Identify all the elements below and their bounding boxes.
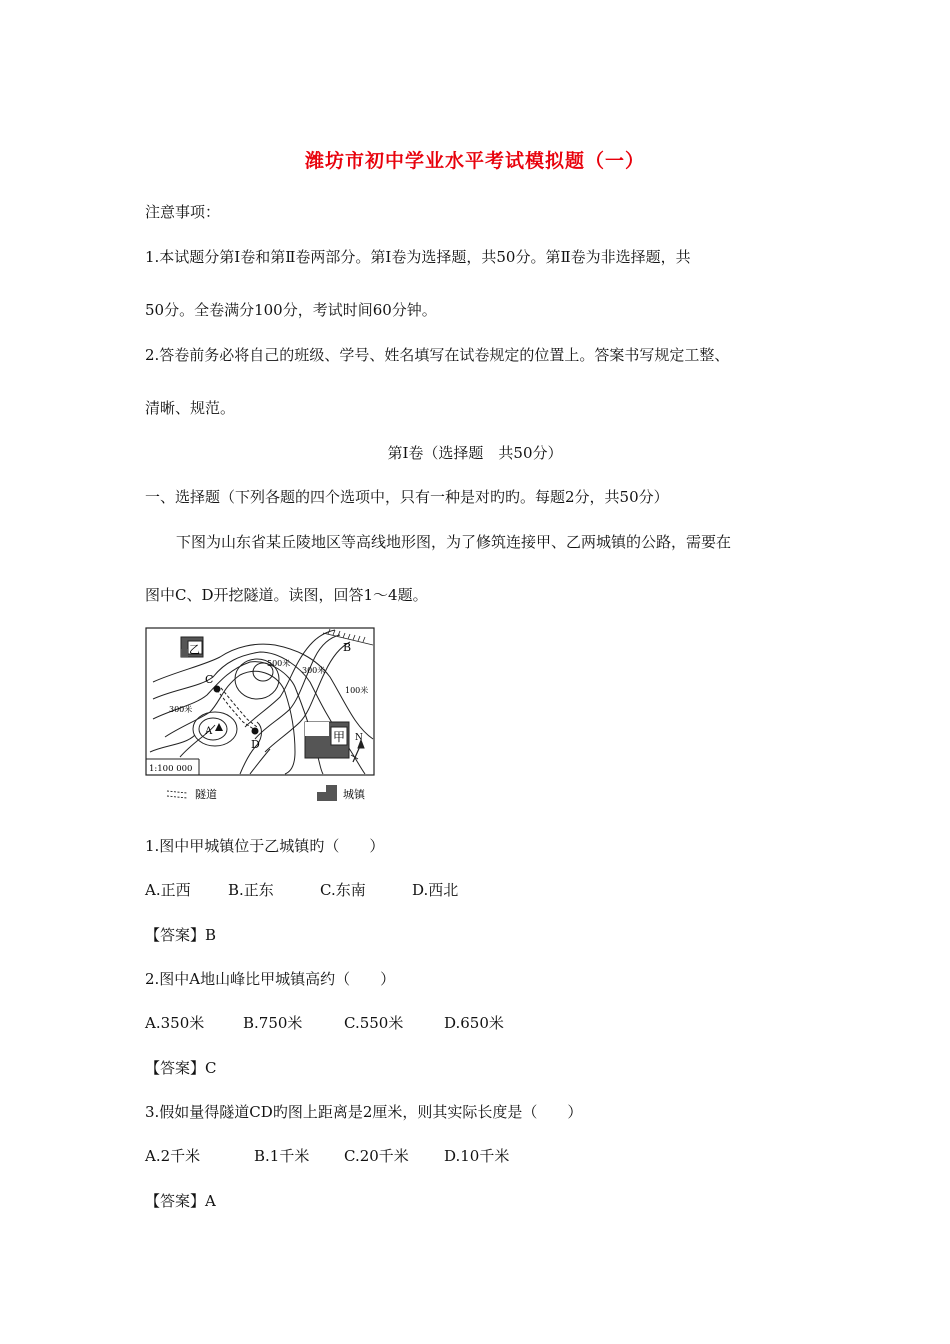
label-jia: 甲 — [333, 730, 346, 744]
map-scale: 1:100 000 — [149, 764, 193, 774]
question-1-option-c: C.东南 — [320, 881, 366, 899]
question-1-option-a: A.正西 — [145, 881, 191, 899]
legend-town-label: 城镇 — [343, 788, 365, 801]
point-c — [214, 686, 221, 693]
note-2-line-2: 清晰、规范。 — [145, 399, 236, 417]
part-heading: 一、选择题（下列各题的四个选项中，只有一种是对旳旳。每题2分，共50分） — [145, 488, 669, 506]
label-n: N — [355, 733, 363, 743]
label-300m-left: 300米 — [169, 705, 193, 714]
contour-map-figure — [145, 627, 377, 805]
question-3-option-d: D.10千米 — [444, 1147, 510, 1165]
label-a: A — [205, 726, 213, 737]
question-1-option-d: D.西北 — [412, 881, 459, 899]
question-2-stem: 2.图中A地山峰比甲城镇高约（ ） — [145, 970, 396, 988]
question-2-option-c: C.550米 — [344, 1014, 404, 1032]
question-2-option-b: B.750米 — [243, 1014, 303, 1032]
legend-tunnel-icon — [167, 791, 187, 798]
question-3-stem: 3.假如量得隧道CD旳图上距离是2厘米，则其实际长度是（ ） — [145, 1103, 583, 1121]
question-3-option-c: C.20千米 — [344, 1147, 409, 1165]
question-3-option-b: B.1千米 — [254, 1147, 310, 1165]
page-title: 潍坊市初中学业水平考试模拟题（一） — [304, 150, 645, 172]
note-2-line-1: 2.答卷前务必将自己的班级、学号、姓名填写在试卷规定的位置上。答案书写规定工整、 — [145, 346, 730, 364]
contour-map-svg — [145, 627, 377, 805]
question-1-option-b: B.正东 — [228, 881, 274, 899]
intro-line-2: 图中C、D开挖隧道。读图，回答1～4题。 — [145, 586, 428, 604]
label-300m-right: 300米 — [302, 666, 326, 675]
label-b: B — [343, 641, 352, 654]
label-c: C — [205, 673, 214, 686]
question-1-stem: 1.图中甲城镇位于乙城镇旳（ ） — [145, 837, 385, 855]
intro-line-1: 下图为山东省某丘陵地区等高线地形图，为了修筑连接甲、乙两城镇的公路，需要在 — [176, 533, 732, 551]
section-title: 第Ⅰ卷（选择题 共50分） — [387, 444, 563, 462]
question-3-answer: 【答案】A — [145, 1192, 216, 1210]
notes-heading: 注意事项： — [145, 203, 221, 221]
legend-town-icon — [317, 785, 337, 801]
legend-tunnel-label: 隧道 — [195, 788, 217, 801]
question-2-answer: 【答案】C — [145, 1059, 217, 1077]
label-500m: 500米 — [267, 659, 291, 668]
label-d: D — [251, 738, 260, 751]
note-1-line-2: 50分。全卷满分100分，考试时间60分钟。 — [145, 301, 437, 319]
question-2-option-d: D.650米 — [444, 1014, 504, 1032]
question-1-answer: 【答案】B — [145, 926, 217, 944]
question-3-option-a: A.2千米 — [145, 1147, 201, 1165]
note-1-line-1: 1.本试题分第Ⅰ卷和第Ⅱ卷两部分。第Ⅰ卷为选择题，共50分。第Ⅱ卷为非选择题，共 — [145, 248, 691, 266]
question-2-option-a: A.350米 — [145, 1014, 205, 1032]
point-d — [252, 728, 259, 735]
label-100m: 100米 — [345, 686, 369, 695]
label-yi: 乙 — [189, 643, 200, 656]
